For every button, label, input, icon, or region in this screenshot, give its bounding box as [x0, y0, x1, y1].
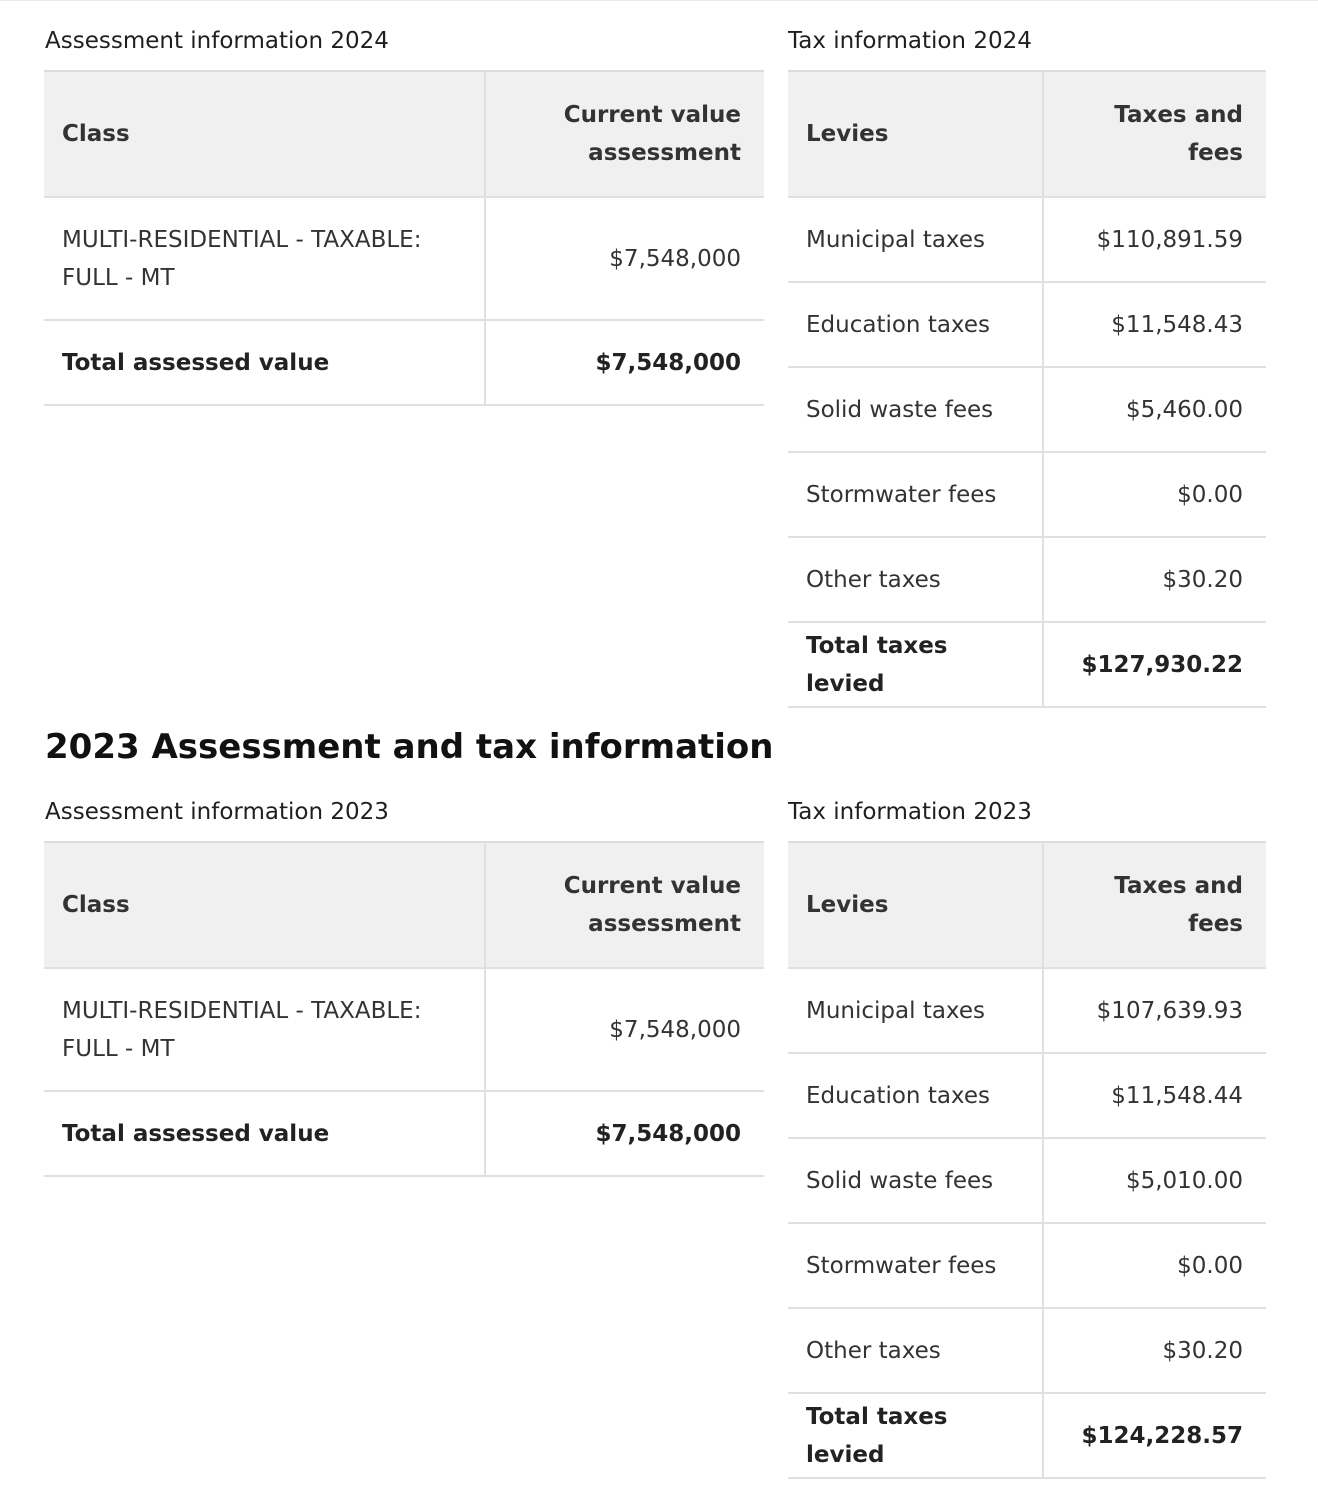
- levy-amount: $30.20: [1043, 1308, 1266, 1393]
- levies-header: Levies: [788, 71, 1043, 197]
- tax-caption-2023: Tax information 2023: [788, 799, 1032, 825]
- assessment-table-2024: [44, 70, 764, 406]
- table-row: [44, 197, 764, 320]
- tax-header-row: [788, 71, 1266, 197]
- levy-amount: $0.00: [1043, 1223, 1266, 1308]
- levy-amount: $5,460.00: [1043, 367, 1266, 452]
- assessment-caption-2024: Assessment information 2024: [45, 28, 389, 54]
- table-row: [788, 537, 1266, 622]
- current-value-header: Current value assessment: [485, 842, 764, 968]
- levy-amount: $5,010.00: [1043, 1138, 1266, 1223]
- levy-label: Municipal taxes: [788, 968, 1043, 1053]
- total-taxes-value: $127,930.22: [1043, 622, 1266, 707]
- total-taxes-label: Total taxes levied: [788, 1393, 1043, 1478]
- assessment-caption-2023: Assessment information 2023: [45, 799, 389, 825]
- levy-amount: $11,548.44: [1043, 1053, 1266, 1138]
- tax-table-2024: [788, 70, 1266, 708]
- taxes-fees-header: Taxes and fees: [1043, 842, 1266, 968]
- table-row: [788, 968, 1266, 1053]
- table-row: [788, 1223, 1266, 1308]
- levy-label: Municipal taxes: [788, 197, 1043, 282]
- taxes-fees-header: Taxes and fees: [1043, 71, 1266, 197]
- levy-label: Education taxes: [788, 1053, 1043, 1138]
- levy-label: Education taxes: [788, 282, 1043, 367]
- class-header: Class: [44, 71, 485, 197]
- value-cell: $7,548,000: [485, 197, 764, 320]
- tax-caption-2024: Tax information 2024: [788, 28, 1032, 54]
- total-row: [788, 1393, 1266, 1478]
- class-header: Class: [44, 842, 485, 968]
- total-value: $7,548,000: [485, 320, 764, 405]
- levy-amount: $11,548.43: [1043, 282, 1266, 367]
- total-taxes-value: $124,228.57: [1043, 1393, 1266, 1478]
- tax-header-row: [788, 842, 1266, 968]
- levy-label: Other taxes: [788, 537, 1043, 622]
- total-row: [44, 1091, 764, 1176]
- levy-label: Stormwater fees: [788, 452, 1043, 537]
- table-row: [788, 1053, 1266, 1138]
- table-row: [788, 452, 1266, 537]
- table-row: [788, 1308, 1266, 1393]
- current-value-header: Current value assessment: [485, 71, 764, 197]
- levy-label: Stormwater fees: [788, 1223, 1043, 1308]
- tax-table-2023: [788, 841, 1266, 1479]
- levy-label: Solid waste fees: [788, 1138, 1043, 1223]
- assessment-table-2023: [44, 841, 764, 1177]
- total-row: [788, 622, 1266, 707]
- levy-amount: $107,639.93: [1043, 968, 1266, 1053]
- levy-amount: $0.00: [1043, 452, 1266, 537]
- section-title-2023: 2023 Assessment and tax information: [45, 727, 774, 767]
- total-taxes-label: Total taxes levied: [788, 622, 1043, 707]
- value-cell: $7,548,000: [485, 968, 764, 1091]
- levy-label: Other taxes: [788, 1308, 1043, 1393]
- table-row: [788, 282, 1266, 367]
- table-row: [788, 1138, 1266, 1223]
- top-divider: [0, 0, 1318, 1]
- levy-amount: $110,891.59: [1043, 197, 1266, 282]
- total-label: Total assessed value: [44, 1091, 485, 1176]
- table-row: [788, 197, 1266, 282]
- table-row: [44, 968, 764, 1091]
- levy-label: Solid waste fees: [788, 367, 1043, 452]
- table-row: [788, 367, 1266, 452]
- total-value: $7,548,000: [485, 1091, 764, 1176]
- assessment-header-row: [44, 842, 764, 968]
- total-row: [44, 320, 764, 405]
- total-label: Total assessed value: [44, 320, 485, 405]
- levy-amount: $30.20: [1043, 537, 1266, 622]
- class-cell: MULTI-RESIDENTIAL - TAXABLE: FULL - MT: [44, 968, 485, 1091]
- levies-header: Levies: [788, 842, 1043, 968]
- assessment-header-row: [44, 71, 764, 197]
- class-cell: MULTI-RESIDENTIAL - TAXABLE: FULL - MT: [44, 197, 485, 320]
